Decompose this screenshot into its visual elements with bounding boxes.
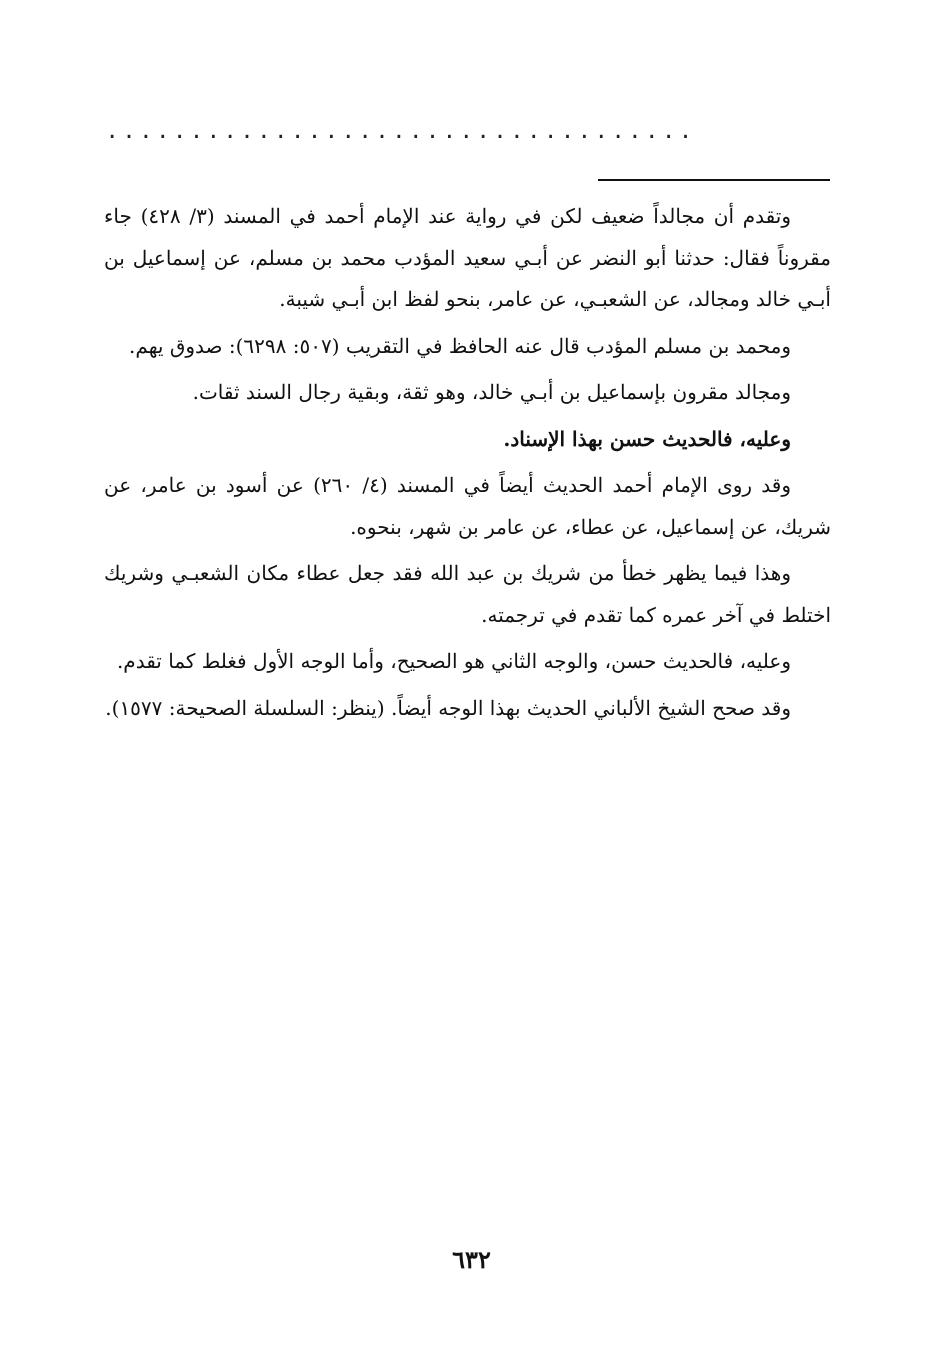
footnote-rule bbox=[598, 179, 830, 181]
footnote-separator-dots: ................................... bbox=[108, 118, 699, 142]
paragraph-musnad-ahmad: وتقدم أن مجالداً ضعيف لكن في رواية عند الإمام أحمد في المسند (٣/ ٤٢٨) جاء مقروناً فقال: حدثنا أبو النضر عن أبـي سعيد المؤدب محمد بن مسلم، عن إسماعيل بن أبـي خالد ومجالد، عن الشعبـي، عن عامر، بنحو لفظ ابن أبـي شيبة. bbox=[104, 204, 831, 311]
paragraph-albani: وقد صحح الشيخ الألباني الحديث بهذا الوجه أيضاً. (ينظر: السلسلة الصحيحة: ١٥٧٧). bbox=[105, 695, 791, 720]
page-number: ٦٣٢ bbox=[452, 1245, 491, 1274]
paragraph-sharik-error: وهذا فيما يظهر خطأ من شريك بن عبد الله فقد جعل عطاء مكان الشعبـي وشريك اختلط في آخر عمره كما تقدم في ترجمته. bbox=[104, 561, 831, 627]
paragraph-second-narration: وقد روى الإمام أحمد الحديث أيضاً في المسند (٤/ ٢٦٠) عن أسود بن عامر، عن شريك، عن إسماعيل، عن عطاء، عن عامر بن شهر، بنحوه. bbox=[104, 473, 831, 539]
page-body bbox=[104, 196, 831, 729]
paragraph-muhammad-bin-muslim: ومحمد بن مسلم المؤدب قال عنه الحافظ في التقريب (٥٠٧: ٦٢٩٨): صدوق يهم. bbox=[129, 333, 791, 358]
paragraph-conclusion-hasan: وعليه، فالحديث حسن بهذا الإسناد. bbox=[503, 426, 791, 451]
paragraph-conclusion-final: وعليه، فالحديث حسن، والوجه الثاني هو الصحيح، وأما الوجه الأول فغلط كما تقدم. bbox=[116, 649, 791, 673]
paragraph-mujalid: ومجالد مقرون بإسماعيل بن أبـي خالد، وهو ثقة، وبقية رجال السند ثقات. bbox=[192, 380, 791, 404]
